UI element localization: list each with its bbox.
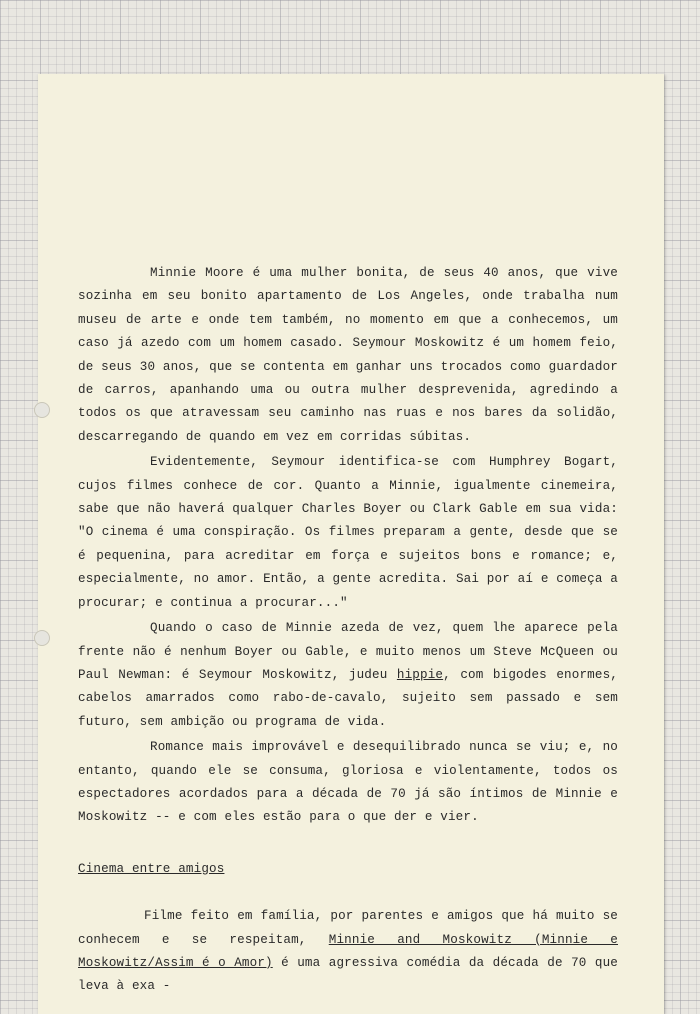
section-heading: Cinema entre amigos (78, 861, 225, 876)
paper-sheet (38, 74, 664, 1014)
paragraph-4: Romance mais improvável e desequilibrado nunca se viu; e, no entanto, quando ele se consuma, gloriosa e violentamente, todos os espectadores acordados para a década de 70 já são íntimos de Minnie e Moskowitz -- e com eles estão para o que der e vier. (78, 740, 618, 825)
hippie-word: hippie (396, 667, 444, 682)
paragraph-3-start: Quando o caso de Minnie azeda de vez, quem lhe aparece pela frente não é nenhum Boyer ou Gable, e muito menos um Steve McQueen ou Paul Newman: é Seymour Moskowitz, judeu (78, 621, 618, 682)
section-paragraph-end: é uma agressiva comédia da década de 70 que leva à exa - (78, 955, 618, 994)
paragraph-3 (78, 617, 618, 734)
section-paragraph-1 (78, 905, 618, 999)
typewritten-text (78, 262, 618, 999)
punch-hole (34, 630, 50, 646)
paragraph-2: Evidentemente, Seymour identifica-se com Humphrey Bogart, cujos filmes conhece de cor. Quanto a Minnie, igualmente cinemeira, sabe que não haverá qualquer Charles Boyer ou Clark Gable em sua vida: "O cinema é uma conspiração. Os filmes preparam a gente, desde que se é pequenina, para acreditar em força e sujeitos bons e romance; e, especialmente, no amor. Então, a gente acredita. Sai por aí e começa a procurar; e continua a procurar..." (78, 455, 618, 610)
paragraph-3-end: , com bigodes enormes, cabelos amarrados como rabo-de-cavalo, sujeito sem passado e sem futuro, sem ambição ou programa de vida. (78, 667, 618, 729)
punch-hole (34, 402, 50, 418)
section-paragraph-start: Filme feito em família, por parentes e amigos que há muito se conhecem e se respeitam, (78, 909, 618, 947)
film-title: Minnie and Moskowitz (Minnie e Moskowitz/Assim é o Amor) (78, 932, 618, 970)
paragraph-1: Minnie Moore é uma mulher bonita, de seus 40 anos, que vive sozinha em seu bonito apartamento de Los Angeles, onde trabalha num museu de arte e onde tem também, no momento em que a conhecemos, um caso já azedo com um homem casado. Seymour Moskowitz é um homem feio, de seus 30 anos, que se contenta em ganhar uns trocados como guardador de carros, apanhando uma ou outra mulher desprevenida, agredindo a todos os que atravessam seu caminho nas ruas e nos bares da solidão, descarregando de quando em vez em corridas súbitas. (78, 266, 618, 444)
